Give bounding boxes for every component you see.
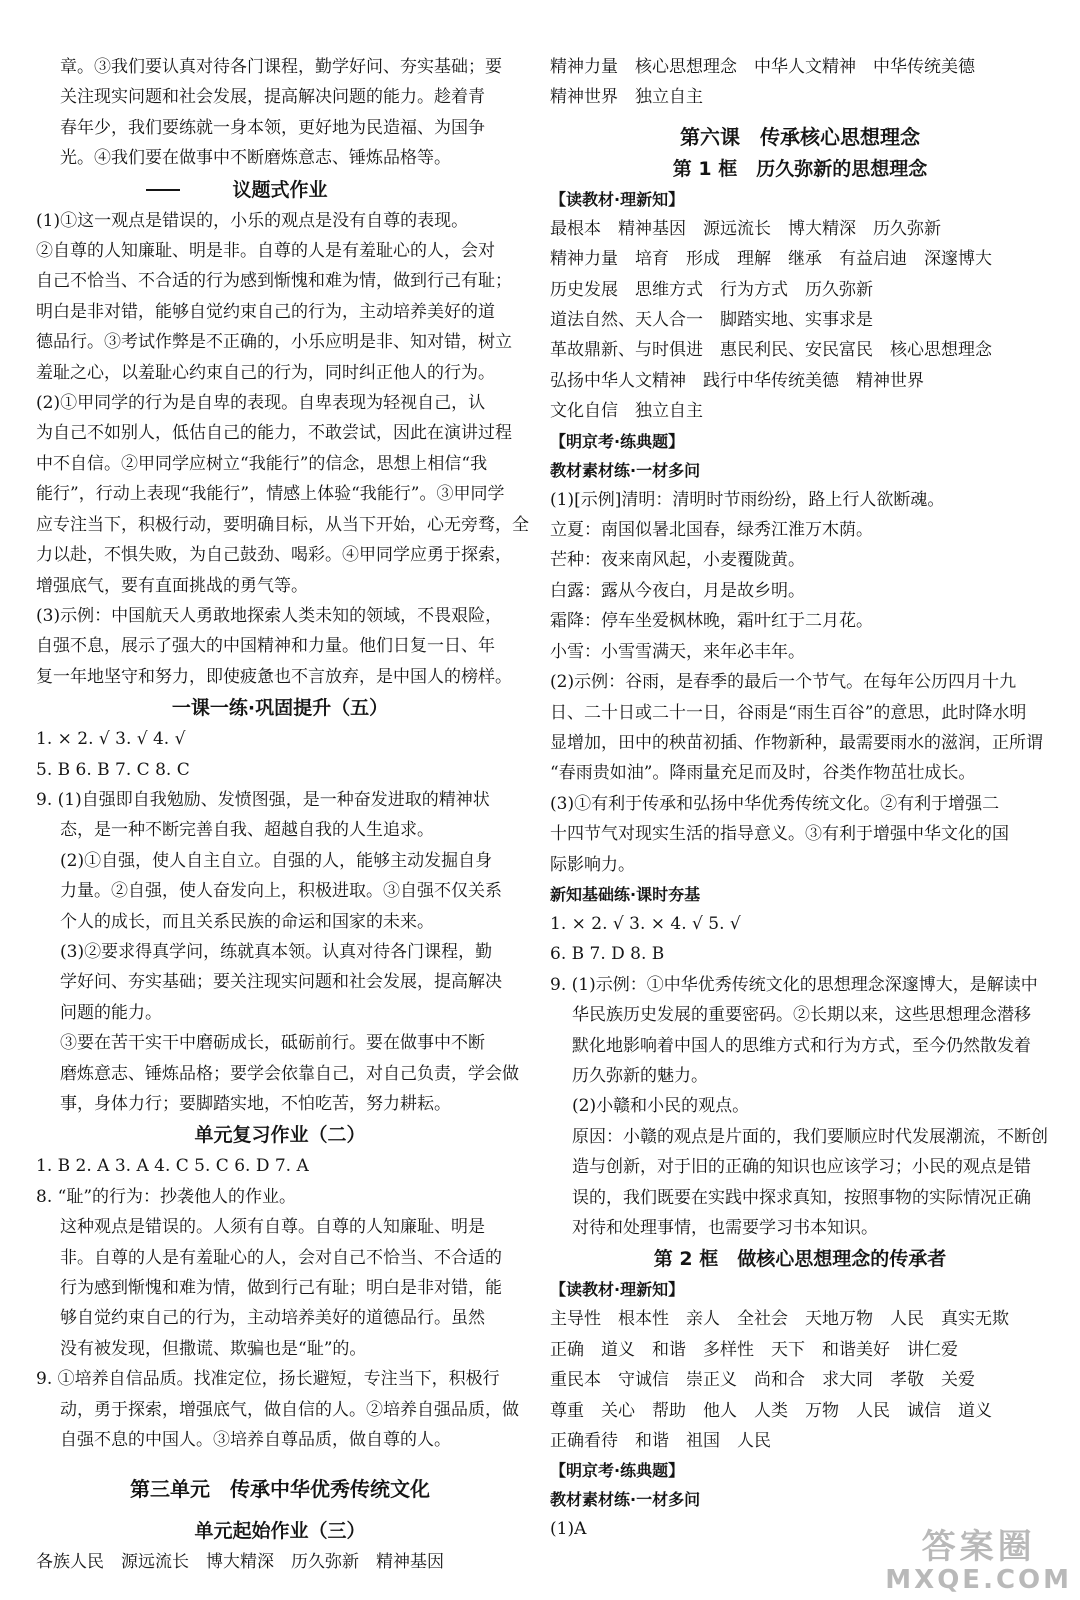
watermark-logo (885, 1528, 1072, 1594)
answer-line: 9. ①培养自信品质。找准定位，扬长避短，专注当下，积极行 (36, 1369, 500, 1390)
sub-heading: 教材素材练·一材多问 (550, 460, 701, 480)
answer-line: 动，勇于探索，增强底气，做自信的人。②培养自强品质，做 (60, 1399, 519, 1420)
answer-line: (3)①有利于传承和弘扬中华优秀传统文化。②有利于增强二 (550, 793, 1000, 814)
section-heading (550, 153, 1050, 185)
answer-line: 造与创新，对于旧的正确的知识也应该学习；小民的观点是错 (572, 1157, 1031, 1178)
answer-line: (3)示例：中国航天人勇敢地探索人类未知的领域，不畏艰险， (36, 605, 503, 626)
section-heading (550, 121, 1050, 153)
answer-line: 历久弥新的魅力。 (572, 1065, 708, 1086)
answer-line: 华民族历史发展的重要密码。②长期以来，这些思想理念潜移 (572, 1005, 1031, 1026)
heading-text: 单元起始作业（三） (194, 1520, 366, 1543)
answer-line: 精神力量 核心思想理念 中华人文精神 中华传统美德 (550, 57, 975, 77)
answer-line: 态，是一种不断完善自我、超越自我的人生追求。 (60, 820, 434, 841)
answer-line: 春年少，我们要练就一身本领，更好地为民造福、为国争 (60, 117, 485, 138)
answer-line: 6. B 7. D 8. B (550, 944, 665, 965)
sub-heading: 新知基础练·课时夯基 (550, 884, 701, 904)
answer-line: 重民本 守诚信 崇正义 尚和合 求大同 孝敬 关爱 (550, 1370, 975, 1391)
heading-text: 第六课 传承核心思想理念 (680, 124, 920, 149)
answer-line: “春雨贵如油”。降雨量充足而及时，谷类作物茁壮成长。 (550, 763, 976, 784)
answer-line: 对待和处理事情，也需要学习书本知识。 (572, 1218, 878, 1238)
answer-line: 够自觉约束自己的行为，主动培养美好的道德品行。虽然 (60, 1308, 485, 1329)
answer-line: ③要在苦干实干中磨砺成长，砥砺前行。要在做事中不断 (60, 1033, 485, 1054)
answer-line: 白露：露从今夜白，月是故乡明。 (550, 580, 805, 601)
answer-line: 这种观点是错误的。人须有自尊。自尊的人知廉耻、明是 (60, 1217, 485, 1238)
answer-line: 中不自信。②甲同学应树立“我能行”的信念，思想上相信“我 (36, 453, 488, 474)
answer-line: 革故鼎新、与时俱进 惠民利民、安民富民 核心思想理念 (550, 340, 992, 361)
answer-line: 历史发展 思维方式 行为方式 历久弥新 (550, 279, 873, 300)
answer-line: 为自己不如别人，低估自己的能力，不敢尝试，因此在演讲过程 (36, 423, 512, 444)
answer-line: 自强不息的中国人。③培养自尊品质，做自尊的人。 (60, 1430, 451, 1451)
answer-line: 明白是非对错，能够自觉约束自己的行为，主动培养美好的道 (36, 301, 495, 322)
answer-line: 没有被发现，但撒谎、欺骗也是“耻”的。 (60, 1338, 367, 1359)
answer-line: 日、二十日或二十一日，谷雨是“雨生百谷”的意思，此时降水明 (550, 702, 1027, 723)
answer-line: 道法自然、天人合一 脚踏实地、实事求是 (550, 310, 873, 331)
answer-line: 力量。②自强，使人奋发向上，积极进取。③自强不仅关系 (60, 881, 502, 902)
heading-text: 第三单元 传承中华优秀传统文化 (130, 1477, 430, 1502)
answer-line: 5. B 6. B 7. C 8. C (36, 759, 190, 780)
answer-line: 立夏：南国似暑北国春，绿秀江淮万木荫。 (550, 520, 873, 541)
answer-line: 文化自信 独立自主 (550, 401, 703, 422)
answer-line: (2)①自强，使人自主自立。自强的人，能够主动发掘自身 (60, 850, 493, 871)
answer-line: 最根本 精神基因 源远流长 博大精深 历久弥新 (550, 218, 941, 239)
spacer (36, 1455, 524, 1465)
answer-line: 精神世界 独立自主 (550, 87, 703, 108)
answer-line: 自己不恰当、不合适的行为感到惭愧和难为情，做到行己有耻； (36, 271, 512, 292)
answer-line: 原因：小赣的观点是片面的，我们要顺应时代发展潮流，不断创 (572, 1126, 1048, 1147)
answer-line: 事，身体力行；要脚踏实地，不怕吃苦，努力耕耘。 (60, 1094, 451, 1114)
answer-line: 尊重 关心 帮助 他人 人类 万物 人民 诚信 道义 (550, 1400, 992, 1421)
answer-line: (3)②要求得真学问，练就真本领。认真对待各门课程，勤 (60, 941, 493, 962)
answer-line: 增强底气，要有直面挑战的勇气等。 (36, 575, 308, 596)
answer-line: (1)[示例]清明：清明时节雨纷纷，路上行人欲断魂。 (550, 489, 945, 510)
answer-line: 能行”，行动上表现“我能行”，情感上体验“我能行”。③甲同学 (36, 484, 505, 505)
answer-line: 正确看待 和谐 祖国 人民 (550, 1431, 771, 1452)
answer-line: 默化地影响着中国人的思维方式和行为方式，至今仍然散发着 (572, 1035, 1031, 1056)
answer-line: 主导性 根本性 亲人 全社会 天地万物 人民 真实无欺 (550, 1309, 1009, 1330)
heading-rule (146, 189, 180, 191)
answer-line: 关注现实问题和社会发展，提高解决问题的能力。趁着青 (60, 87, 485, 108)
watermark-line1: 答案圈 (921, 1527, 1036, 1567)
sub-heading: 教材素材练·一材多问 (550, 1490, 701, 1510)
answer-line: 学好问、夯实基础；要关注现实问题和社会发展，提高解决 (60, 972, 502, 993)
answer-line: (1)①这一观点是错误的，小乐的观点是没有自尊的表现。 (36, 210, 469, 231)
answer-line: 显增加，田中的秧苗初插、作物新种，最需要雨水的滋润，正所谓 (550, 732, 1043, 753)
answer-line: 各族人民 源远流长 博大精深 历久弥新 精神基因 (36, 1552, 444, 1573)
answer-line: (2)小赣和小民的观点。 (572, 1096, 750, 1117)
watermark-line2: MXQE.COM (885, 1565, 1072, 1595)
heading-text: 单元复习作业（二） (194, 1124, 366, 1147)
heading-text: 第 1 框 历久弥新的思想理念 (672, 157, 928, 180)
spacer (36, 1505, 524, 1515)
answer-line: 小雪：小雪雪满天，来年必丰年。 (550, 641, 805, 662)
answer-line: 正确 道义 和谐 多样性 天下 和谐美好 讲仁爱 (550, 1339, 958, 1360)
answer-line: 光。④我们要在做事中不断磨炼意志、锤炼品格等。 (60, 148, 451, 169)
heading-text: 议题式作业 (232, 178, 328, 201)
answer-line: 力以赴，不惧失败，为自己鼓劲、喝彩。④甲同学应勇于探索， (36, 545, 512, 566)
answer-line: 9. (1)示例：①中华优秀传统文化的思想理念深邃博大，是解读中 (550, 974, 1038, 995)
answer-line: 德品行。③考试作弊是不正确的，小乐应明是非、知对错，树立 (36, 332, 512, 353)
left-column (36, 52, 529, 1578)
answer-line: 问题的能力。 (60, 1002, 162, 1023)
answer-line: 章。③我们要认真对待各门课程，勤学好问、夯实基础；要 (60, 57, 502, 77)
heading-text: 一课一练·巩固提升（五） (171, 697, 389, 720)
answer-line: (1)A (550, 1519, 587, 1540)
answer-line: 1. × 2. √ 3. × 4. √ 5. √ (550, 913, 741, 934)
section-heading (550, 1243, 1050, 1275)
answer-line: 误的，我们既要在实践中探求真知，按照事物的实际情况正确 (572, 1187, 1031, 1208)
sub-heading: 【读教材·理新知】 (550, 189, 685, 209)
section-heading (36, 1515, 524, 1547)
answer-line: 十四节气对现实生活的指导意义。③有利于增强中华文化的国 (550, 824, 1009, 845)
sub-heading: 【读教材·理新知】 (550, 1280, 685, 1300)
heading-text: 第 2 框 做核心思想理念的传承者 (653, 1248, 947, 1271)
answer-line: 弘扬中华人文精神 践行中华传统美德 精神世界 (550, 370, 924, 391)
answer-line: ②自尊的人知廉耻、明是非。自尊的人是有羞耻心的人，会对 (36, 241, 495, 262)
answer-line: 芒种：夜来南风起，小麦覆陇黄。 (550, 550, 805, 571)
answer-line: 应专注当下，积极行动，要明确目标，从当下开始，心无旁骛，全 (36, 514, 529, 535)
answer-line: 自强不息，展示了强大的中国精神和力量。他们日复一日、年 (36, 636, 495, 657)
section-heading (36, 1473, 524, 1505)
sub-heading: 【明京考·练典题】 (550, 1461, 685, 1481)
answer-line: (2)示例：谷雨，是春季的最后一个节气。在每年公历四月十九 (550, 672, 1017, 693)
answer-line: 1. B 2. A 3. A 4. C 5. C 6. D 7. A (36, 1156, 309, 1177)
section-heading (36, 692, 524, 724)
sub-heading: 【明京考·练典题】 (550, 431, 685, 451)
answer-line: 1. × 2. √ 3. √ 4. √ (36, 729, 186, 750)
answer-line: 8. “耻”的行为：抄袭他人的作业。 (36, 1186, 297, 1207)
section-heading (36, 174, 524, 206)
answer-line: 非。自尊的人是有羞耻心的人，会对自己不恰当、不合适的 (60, 1247, 502, 1268)
answer-line: 磨炼意志、锤炼品格；要学会依靠自己，对自己负责，学会做 (60, 1063, 519, 1084)
answer-line: 羞耻之心，以羞耻心约束自己的行为，同时纠正他人的行为。 (36, 362, 495, 383)
answer-line: 9. (1)自强即自我勉励、发愤图强，是一种奋发进取的精神状 (36, 789, 490, 810)
answer-line: 精神力量 培育 形成 理解 继承 有益启迪 深邃博大 (550, 249, 992, 270)
section-heading (36, 1119, 524, 1151)
answer-line: 个人的成长，而且关系民族的命运和国家的未来。 (60, 911, 434, 932)
answer-line: 行为感到惭愧和难为情，做到行己有耻；明白是非对错，能 (60, 1278, 502, 1299)
answer-line: (2)①甲同学的行为是自卑的表现。自卑表现为轻视自己，认 (36, 393, 486, 414)
right-column (550, 52, 1050, 1545)
answer-line: 霜降：停车坐爱枫林晚，霜叶红于二月花。 (550, 611, 873, 632)
answer-line: 际影响力。 (550, 854, 635, 875)
answer-line: 复一年地坚守和努力，即使疲惫也不言放弃，是中国人的榜样。 (36, 666, 512, 687)
